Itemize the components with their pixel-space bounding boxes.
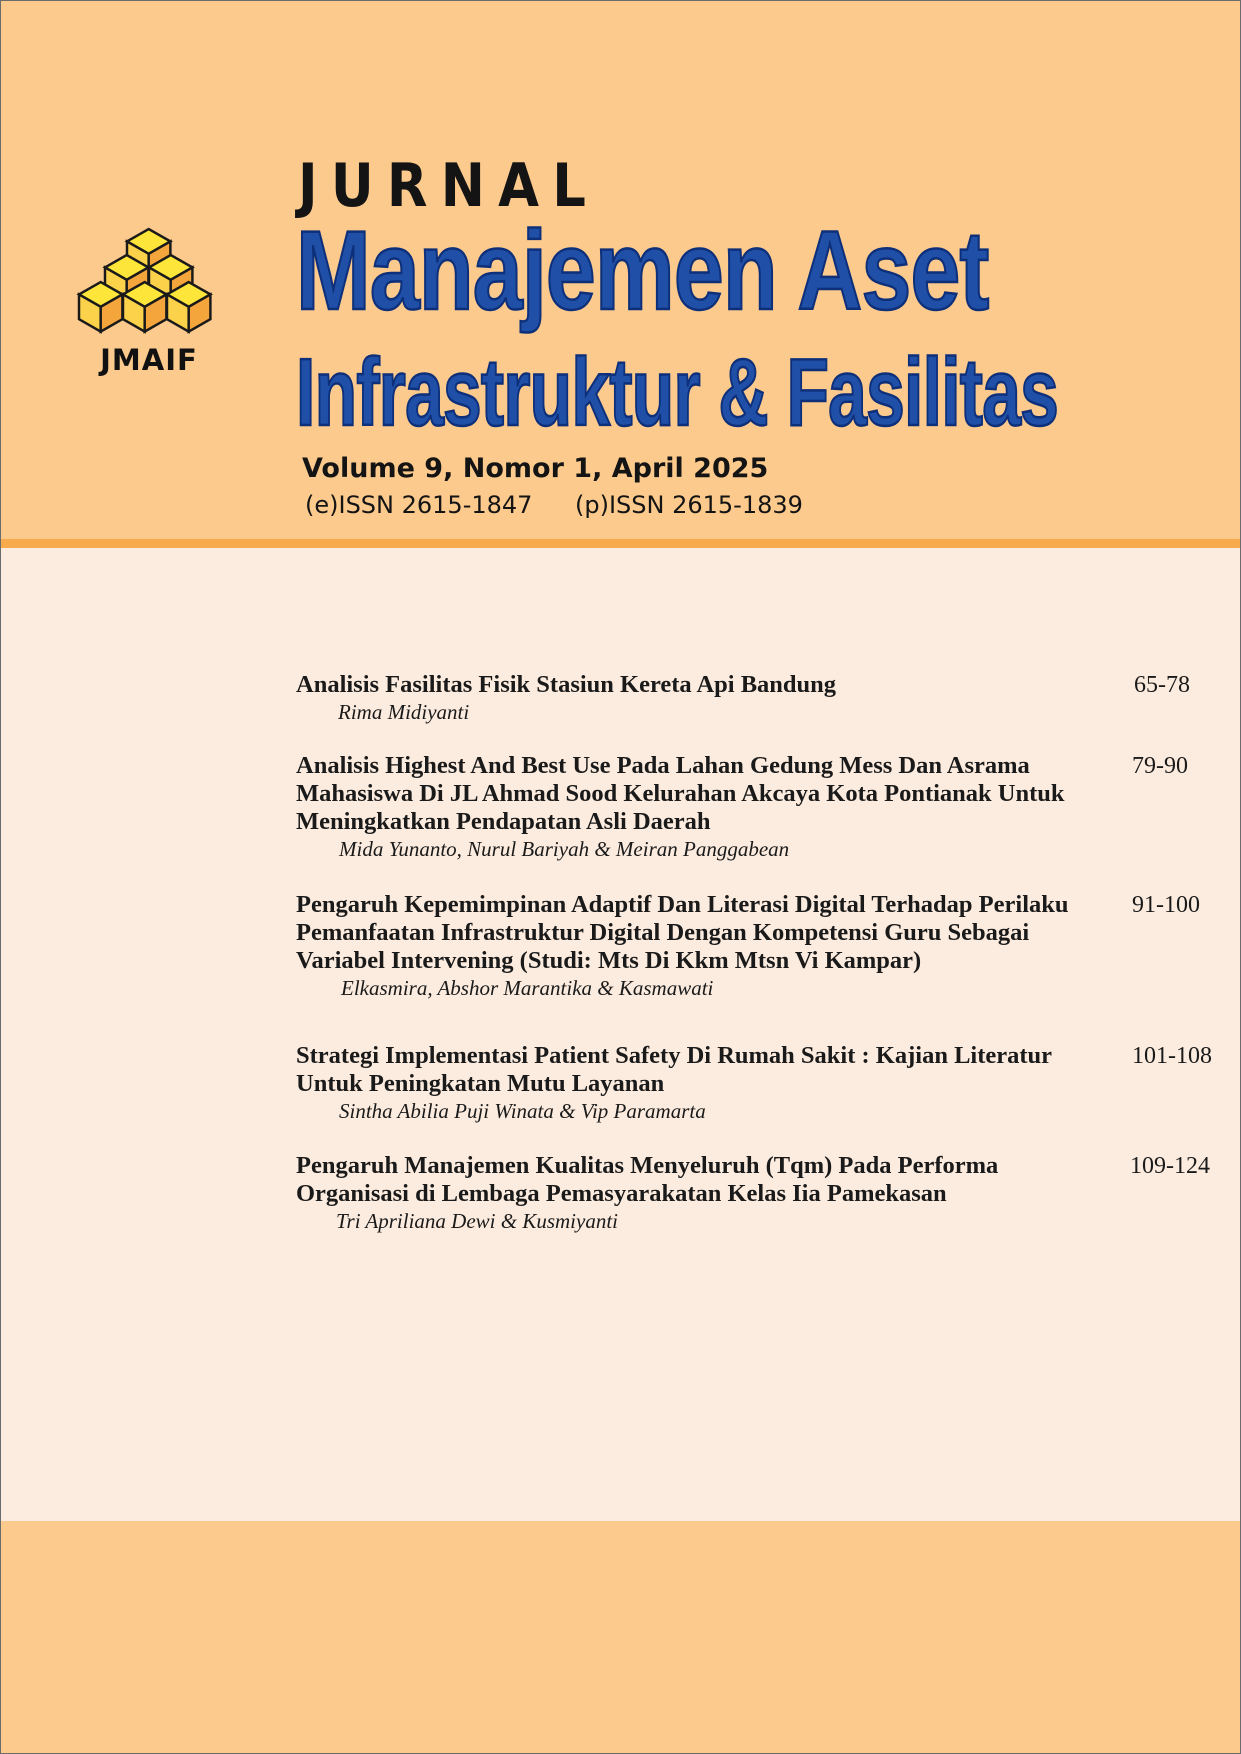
article-authors: Rima Midiyanti: [338, 700, 470, 724]
article-title[interactable]: Strategi Implementasi Patient Safety Di Rumah Sakit : Kajian Literatur Untuk Peningkatan Mutu Layanan: [296, 1042, 1052, 1097]
journal-kicker: JURNAL: [298, 151, 600, 221]
issue-info: Volume 9, Nomor 1, April 2025: [302, 453, 769, 484]
eissn: (e)ISSN 2615-1847: [305, 491, 533, 519]
journal-title-line-2: Infrastruktur & Fasilitas: [296, 339, 1059, 446]
article-pages: 109-124: [1130, 1153, 1210, 1179]
toc-entry[interactable]: [296, 1152, 1241, 1234]
footer-band: [1, 1521, 1240, 1754]
article-authors: Tri Apriliana Dewi & Kusmiyanti: [336, 1209, 618, 1233]
article-pages: 101-108: [1132, 1043, 1212, 1069]
article-pages: 65-78: [1134, 672, 1190, 698]
stacked-cubes-icon: [75, 225, 223, 337]
article-title[interactable]: Pengaruh Manajemen Kualitas Menyeluruh (Tqm) Pada Performa Organisasi di Lembaga Pemasyarakatan Kelas Iia Pamekasan: [296, 1152, 999, 1207]
journal-title-line-1: Manajemen Aset: [296, 208, 989, 333]
article-authors: Elkasmira, Abshor Marantika & Kasmawati: [341, 976, 714, 1000]
article-authors: Mida Yunanto, Nurul Bariyah & Meiran Panggabean: [339, 837, 790, 861]
article-title[interactable]: Pengaruh Kepemimpinan Adaptif Dan Literasi Digital Terhadap Perilaku Pemanfaatan Infrastruktur Digital Dengan Kompetensi Guru Sebagai Variabel Intervening (Studi: Mts Di Kkm Mtsn Vi Kampar): [296, 891, 1069, 974]
article-pages: 79-90: [1132, 753, 1188, 779]
header-divider: [1, 539, 1240, 548]
logo-wordmark: JMAIF: [100, 343, 198, 377]
pissn: (p)ISSN 2615-1839: [575, 491, 803, 519]
article-title[interactable]: Analisis Fasilitas Fisik Stasiun Kereta Api Bandung: [296, 671, 837, 698]
toc-entry[interactable]: [296, 1042, 1241, 1124]
toc-entry[interactable]: [296, 891, 1241, 1001]
toc-entry[interactable]: [296, 752, 1241, 862]
toc-entry[interactable]: [296, 671, 1241, 725]
article-authors: Sintha Abilia Puji Winata & Vip Paramarta: [339, 1099, 706, 1123]
journal-logo: [75, 225, 223, 375]
article-pages: 91-100: [1132, 892, 1200, 918]
article-title[interactable]: Analisis Highest And Best Use Pada Lahan Gedung Mess Dan Asrama Mahasiswa Di JL Ahmad Sood Kelurahan Akcaya Kota Pontianak Untuk Meningkatkan Pendapatan Asli Daerah: [296, 752, 1065, 835]
